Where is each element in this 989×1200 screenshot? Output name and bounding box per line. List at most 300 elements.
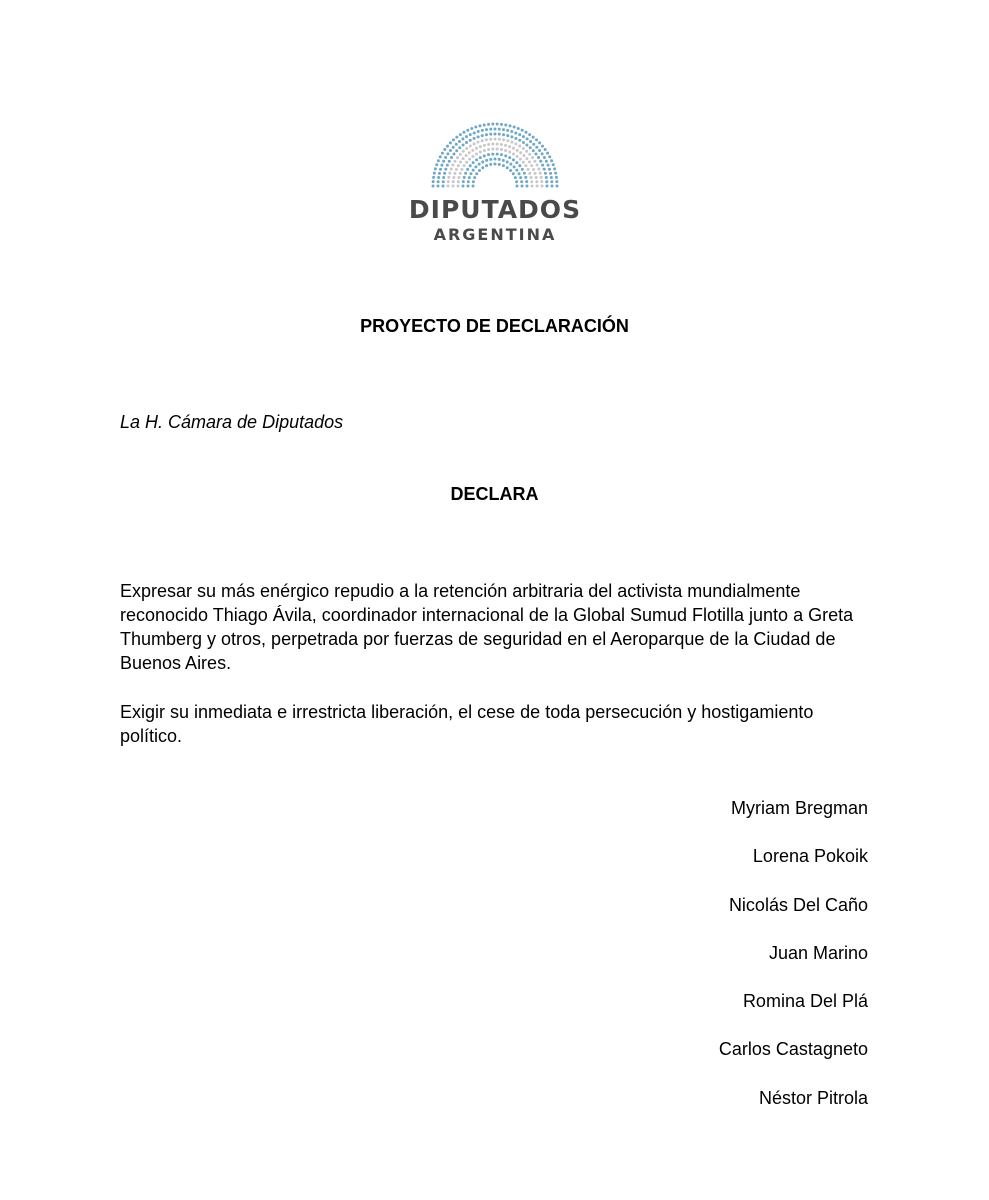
- logo-dot: [469, 133, 472, 136]
- logo-dot: [514, 137, 517, 140]
- logo-dot: [489, 133, 492, 136]
- logo-dot: [508, 156, 511, 159]
- logo-dot: [485, 128, 488, 131]
- logo-dot: [491, 153, 494, 156]
- logo-dot: [452, 180, 455, 183]
- logo-dot: [466, 168, 469, 171]
- logo-dot: [529, 146, 532, 149]
- logo-dot: [535, 176, 538, 179]
- logo-dot: [522, 154, 525, 157]
- logo-dot: [514, 131, 517, 134]
- logo-dot: [459, 153, 462, 156]
- logo-dot: [485, 138, 488, 141]
- logo-dot: [512, 152, 515, 155]
- logo-dot: [548, 155, 551, 158]
- logo-dot: [532, 149, 535, 152]
- logo-dot: [508, 151, 511, 154]
- logo-dot: [475, 152, 478, 155]
- declaration-paragraph-1: Expresar su más enérgico repudio a la retención arbitraria del activista mundialmente reconocido Thiago Ávila, coordinador internacional de la Global Sumud Flotilla junto a Greta Thumberg y otros, perpetrada por fuerzas de seguridad en el Aeroparque de la Ciudad de Buenos Aires.: [120, 581, 854, 673]
- logo-dot: [556, 185, 559, 188]
- logo-dot: [459, 172, 462, 175]
- logo-dot: [489, 138, 492, 141]
- logo-dot: [500, 123, 503, 126]
- logo-dot: [456, 156, 459, 159]
- logo-dot: [437, 159, 440, 162]
- logo-dot: [475, 158, 478, 161]
- logo-dot: [458, 176, 461, 179]
- logo-dot: [494, 133, 497, 136]
- logo-dot: [467, 180, 470, 183]
- logo-dot: [538, 149, 541, 152]
- logo-dot: [513, 126, 516, 129]
- logo-dot: [448, 172, 451, 175]
- logo-dot: [483, 154, 486, 157]
- logo-dot: [452, 146, 455, 149]
- logo-dot: [519, 158, 522, 161]
- signatory-name: Néstor Pitrola: [758, 1087, 868, 1108]
- logo-dot: [539, 160, 542, 163]
- logo-dot: [504, 123, 507, 126]
- logo-dot: [525, 131, 528, 134]
- logo-dot: [479, 145, 482, 148]
- logo-dot: [462, 180, 465, 183]
- logo-dot: [515, 169, 518, 172]
- logo-dot: [462, 185, 465, 188]
- logo-dot: [544, 148, 547, 151]
- logo-dot: [434, 167, 437, 170]
- logo-dot: [479, 156, 482, 159]
- logo-dot: [504, 149, 507, 152]
- logo-dot: [440, 164, 443, 167]
- logo-dot: [516, 149, 519, 152]
- logo-dot: [528, 133, 531, 136]
- logo-dot: [452, 185, 455, 188]
- logo-dot: [553, 167, 556, 170]
- logo-dot: [471, 155, 474, 158]
- logo-dot: [470, 127, 473, 130]
- logo-dot: [541, 164, 544, 167]
- logo-dot: [530, 176, 533, 179]
- logo-dot: [516, 155, 519, 158]
- logo-dot: [538, 141, 541, 144]
- logo-dot: [518, 139, 521, 142]
- logo-dot: [526, 137, 529, 140]
- logo-dot: [534, 172, 537, 175]
- logo-dot: [521, 168, 524, 171]
- logo-dot: [479, 151, 482, 154]
- logo-dot: [494, 163, 497, 166]
- logo-dot: [524, 176, 527, 179]
- logo-dot: [455, 149, 458, 152]
- logo-dot: [455, 136, 458, 139]
- logo-dot: [466, 129, 469, 132]
- logo-dot: [491, 123, 494, 126]
- logo-dot: [489, 158, 492, 161]
- logo-dot: [454, 160, 457, 163]
- logo-dot: [443, 172, 446, 175]
- logo-dot: [481, 139, 484, 142]
- logo-dot: [510, 130, 513, 133]
- logo-dot: [472, 169, 475, 172]
- logo-dot: [500, 153, 503, 156]
- logo-dot: [473, 142, 476, 145]
- logo-dot: [496, 148, 499, 151]
- signatory-name: Lorena Pokoik: [752, 846, 868, 867]
- logo-dot: [477, 130, 480, 133]
- logo-dot: [487, 148, 490, 151]
- logo-dot: [526, 185, 529, 188]
- logo-dot: [528, 172, 531, 175]
- logo-dot: [469, 145, 472, 148]
- logo-dot: [452, 138, 455, 141]
- logo-dot: [443, 148, 446, 151]
- signatories-list: [719, 796, 868, 1134]
- logo-dot: [512, 147, 515, 150]
- logo-dot: [530, 180, 533, 183]
- logo-dot: [531, 185, 534, 188]
- logo-dot: [459, 133, 462, 136]
- logo-dot: [548, 168, 551, 171]
- logo-dot: [504, 154, 507, 157]
- logo-dot: [458, 140, 461, 143]
- logo-dot: [525, 180, 528, 183]
- logo-subtitle: ARGENTINA: [433, 225, 557, 244]
- logo-dot: [447, 185, 450, 188]
- logo-dot: [541, 152, 544, 155]
- logo-dot: [502, 138, 505, 141]
- logo-dot: [521, 185, 524, 188]
- logo-dot: [459, 161, 462, 164]
- logo-dot: [531, 156, 534, 159]
- logo-dot: [502, 128, 505, 131]
- logo-dot: [474, 126, 477, 129]
- logo-dot: [522, 141, 525, 144]
- logo-dot: [468, 176, 471, 179]
- logo-dot: [494, 128, 497, 131]
- logo-dot: [489, 128, 492, 131]
- logo-dot: [545, 180, 548, 183]
- logo-dot: [535, 138, 538, 141]
- logo-dot: [532, 143, 535, 146]
- logo-dot: [494, 138, 497, 141]
- logo-dot: [442, 185, 445, 188]
- logo-dot: [437, 176, 440, 179]
- logo-dot: [502, 159, 505, 162]
- logo-dot: [539, 172, 542, 175]
- logo-dot: [512, 172, 515, 175]
- logo-dot: [500, 143, 503, 146]
- logo-dot: [475, 147, 478, 150]
- logo-dot: [447, 180, 450, 183]
- logo-dot: [551, 185, 554, 188]
- logo-dot: [502, 164, 505, 167]
- logo-dot: [450, 156, 453, 159]
- logo-dot: [506, 160, 509, 163]
- logo-dot: [465, 154, 468, 157]
- logo-dot: [496, 123, 499, 126]
- logo-dot: [469, 172, 472, 175]
- logo-dot: [468, 151, 471, 154]
- logo-dot: [451, 164, 454, 167]
- logo-dot: [518, 133, 521, 136]
- logo-dot: [515, 161, 518, 164]
- logo-dot: [483, 144, 486, 147]
- logo-dot: [552, 163, 555, 166]
- logo-dot: [452, 153, 455, 156]
- logo-dot: [547, 164, 550, 167]
- logo-dot: [535, 146, 538, 149]
- logo-dot: [522, 147, 525, 150]
- logo-dot: [530, 164, 533, 167]
- logo-dot: [508, 145, 511, 148]
- logo-dot: [512, 158, 515, 161]
- logo-dot: [463, 164, 466, 167]
- logo-dot: [543, 156, 546, 159]
- logo-dot: [545, 160, 548, 163]
- logo-title: DIPUTADOS: [408, 195, 582, 224]
- logo-dot: [442, 180, 445, 183]
- logo-dot: [483, 149, 486, 152]
- signatory-name: Myriam Bregman: [730, 798, 868, 818]
- signatory-name: Romina Del Plá: [742, 991, 868, 1012]
- logo-dot: [462, 143, 465, 146]
- logo-dot: [518, 164, 521, 167]
- logo-dot: [452, 176, 455, 179]
- logo-dot: [472, 161, 475, 164]
- logo-dot: [469, 164, 472, 167]
- logo-dot: [498, 133, 501, 136]
- declaration-paragraph-2: Exigir su inmediata e irrestricta liberación, el cese de toda persecución y hostigamiento político.: [120, 702, 814, 746]
- logo-dot: [525, 150, 528, 153]
- logo-dot: [536, 164, 539, 167]
- logo-dot: [477, 135, 480, 138]
- logo-dot: [506, 134, 509, 137]
- logo-dot: [506, 129, 509, 132]
- logo-dot: [528, 161, 531, 164]
- logo-dot: [541, 145, 544, 148]
- logo-dot: [520, 180, 523, 183]
- logo-dot: [550, 159, 553, 162]
- logo-dot: [458, 146, 461, 149]
- logo-dot: [435, 163, 438, 166]
- logo-dot: [504, 144, 507, 147]
- logo-dot: [471, 149, 474, 152]
- chamber-heading: La H. Cámara de Diputados: [120, 412, 344, 432]
- logo-dot: [469, 139, 472, 142]
- logo-dot: [479, 124, 482, 127]
- logo-dot: [502, 133, 505, 136]
- logo-dot: [472, 185, 475, 188]
- logo-dot: [449, 141, 452, 144]
- logo-dot: [473, 137, 476, 140]
- logo-dot: [442, 176, 445, 179]
- logo-dot: [522, 135, 525, 138]
- logo-dot: [550, 180, 553, 183]
- logo-dot: [518, 172, 521, 175]
- diputados-logo: [394, 120, 596, 248]
- logo-dot: [541, 185, 544, 188]
- logo-dot: [509, 124, 512, 127]
- logo-dot: [461, 137, 464, 140]
- logo-dot: [506, 166, 509, 169]
- logo-dot: [489, 163, 492, 166]
- logo-dot: [544, 172, 547, 175]
- logo-dot: [518, 145, 521, 148]
- logo-dot: [515, 180, 518, 183]
- logo-dot: [532, 136, 535, 139]
- logo-dot: [524, 164, 527, 167]
- logo-dot: [540, 176, 543, 179]
- logo-dot: [554, 172, 557, 175]
- logo-dot: [540, 180, 543, 183]
- logo-dot: [437, 185, 440, 188]
- logo-dot: [529, 140, 532, 143]
- logo-dot: [516, 185, 519, 188]
- logo-dot: [498, 163, 501, 166]
- logo-dot: [537, 156, 540, 159]
- logo-dot: [481, 160, 484, 163]
- logo-dot: [463, 131, 466, 134]
- logo-dot: [433, 172, 436, 175]
- logo-dot: [437, 180, 440, 183]
- logo-dot: [446, 152, 449, 155]
- logo-dot: [439, 168, 442, 171]
- logo-dot: [523, 172, 526, 175]
- logo-dot: [485, 133, 488, 136]
- logo-dot: [477, 141, 480, 144]
- logo-dot: [462, 157, 465, 160]
- logo-dot: [525, 143, 528, 146]
- logo-dot: [450, 168, 453, 171]
- logo-dot: [522, 161, 525, 164]
- logo-dot: [455, 143, 458, 146]
- logo-dot: [525, 157, 528, 160]
- signatory-name: Nicolás Del Caño: [728, 894, 868, 915]
- logo-dot: [449, 149, 452, 152]
- logo-dot: [532, 168, 535, 171]
- logo-dot: [496, 143, 499, 146]
- logo-dot: [478, 169, 481, 172]
- logo-dot: [457, 164, 460, 167]
- logo-dot: [455, 168, 458, 171]
- logo-dot: [537, 168, 540, 171]
- logo-dot: [485, 159, 488, 162]
- logo-dot: [509, 169, 512, 172]
- logo-dot: [446, 164, 449, 167]
- logo-dot: [481, 166, 484, 169]
- logo-dot: [432, 180, 435, 183]
- logo-dot: [498, 158, 501, 161]
- logo-dot: [519, 151, 522, 154]
- logo-dot: [498, 128, 501, 131]
- logo-dot: [545, 176, 548, 179]
- logo-dot: [487, 123, 490, 126]
- logo-dot: [472, 180, 475, 183]
- logo-dot: [513, 165, 516, 168]
- logo-dot: [444, 156, 447, 159]
- hemicycle-logo-icon: [420, 120, 570, 190]
- signatory-name: Juan Marino: [768, 942, 868, 963]
- logo-dot: [432, 176, 435, 179]
- logo-dot: [473, 131, 476, 134]
- logo-dot: [496, 153, 499, 156]
- logo-dot: [457, 185, 460, 188]
- logo-dot: [543, 168, 546, 171]
- logo-dot: [549, 172, 552, 175]
- logo-dot: [475, 172, 478, 175]
- logo-dot: [474, 165, 477, 168]
- logo-dot: [468, 158, 471, 161]
- logo-dot: [536, 185, 539, 188]
- logo-dot: [457, 180, 460, 183]
- logo-dot: [446, 145, 449, 148]
- logo-dot: [527, 168, 530, 171]
- logo-dot: [473, 176, 476, 179]
- logo-dot: [535, 153, 538, 156]
- logo-dot: [465, 135, 468, 138]
- logo-dot: [506, 139, 509, 142]
- logo-dot: [517, 127, 520, 130]
- logo-dot: [546, 185, 549, 188]
- logo-dot: [510, 141, 513, 144]
- signatory-name: Carlos Castagneto: [718, 1039, 868, 1060]
- logo-dot: [448, 160, 451, 163]
- logo-dot: [491, 148, 494, 151]
- logo-dot: [500, 148, 503, 151]
- logo-dot: [465, 141, 468, 144]
- logo-dot: [439, 155, 442, 158]
- logo-dot: [465, 161, 468, 164]
- logo-dot: [462, 150, 465, 153]
- logo-dot: [485, 164, 488, 167]
- logo-dot: [464, 172, 467, 175]
- logo-dot: [498, 138, 501, 141]
- logo-dot: [467, 185, 470, 188]
- logo-dot: [442, 160, 445, 163]
- logo-dot: [521, 129, 524, 132]
- logo-dot: [514, 142, 517, 145]
- logo-dot: [487, 153, 490, 156]
- logo-dot: [528, 153, 531, 156]
- logo-dot: [519, 176, 522, 179]
- logo-dot: [481, 134, 484, 137]
- logo-dot: [478, 163, 481, 166]
- logo-dot: [447, 176, 450, 179]
- logo-dot: [460, 168, 463, 171]
- logo-dot: [550, 176, 553, 179]
- logo-dot: [555, 176, 558, 179]
- document-title: PROYECTO DE DECLARACIÓN: [360, 316, 629, 336]
- logo-dot: [432, 185, 435, 188]
- logo-dot: [481, 129, 484, 132]
- logo-dot: [491, 143, 494, 146]
- logo-dot: [441, 152, 444, 155]
- logo-dot: [546, 152, 549, 155]
- logo-dot: [535, 180, 538, 183]
- logo-dot: [487, 143, 490, 146]
- logo-dot: [494, 158, 497, 161]
- logo-dot: [453, 172, 456, 175]
- logo-dot: [514, 176, 517, 179]
- logo-dot: [555, 180, 558, 183]
- logo-dot: [483, 123, 486, 126]
- logo-dot: [509, 163, 512, 166]
- declares-heading: DECLARA: [450, 484, 539, 504]
- logo-dot: [465, 147, 468, 150]
- logo-dot: [510, 135, 513, 138]
- logo-dot: [533, 160, 536, 163]
- logo-dot: [463, 176, 466, 179]
